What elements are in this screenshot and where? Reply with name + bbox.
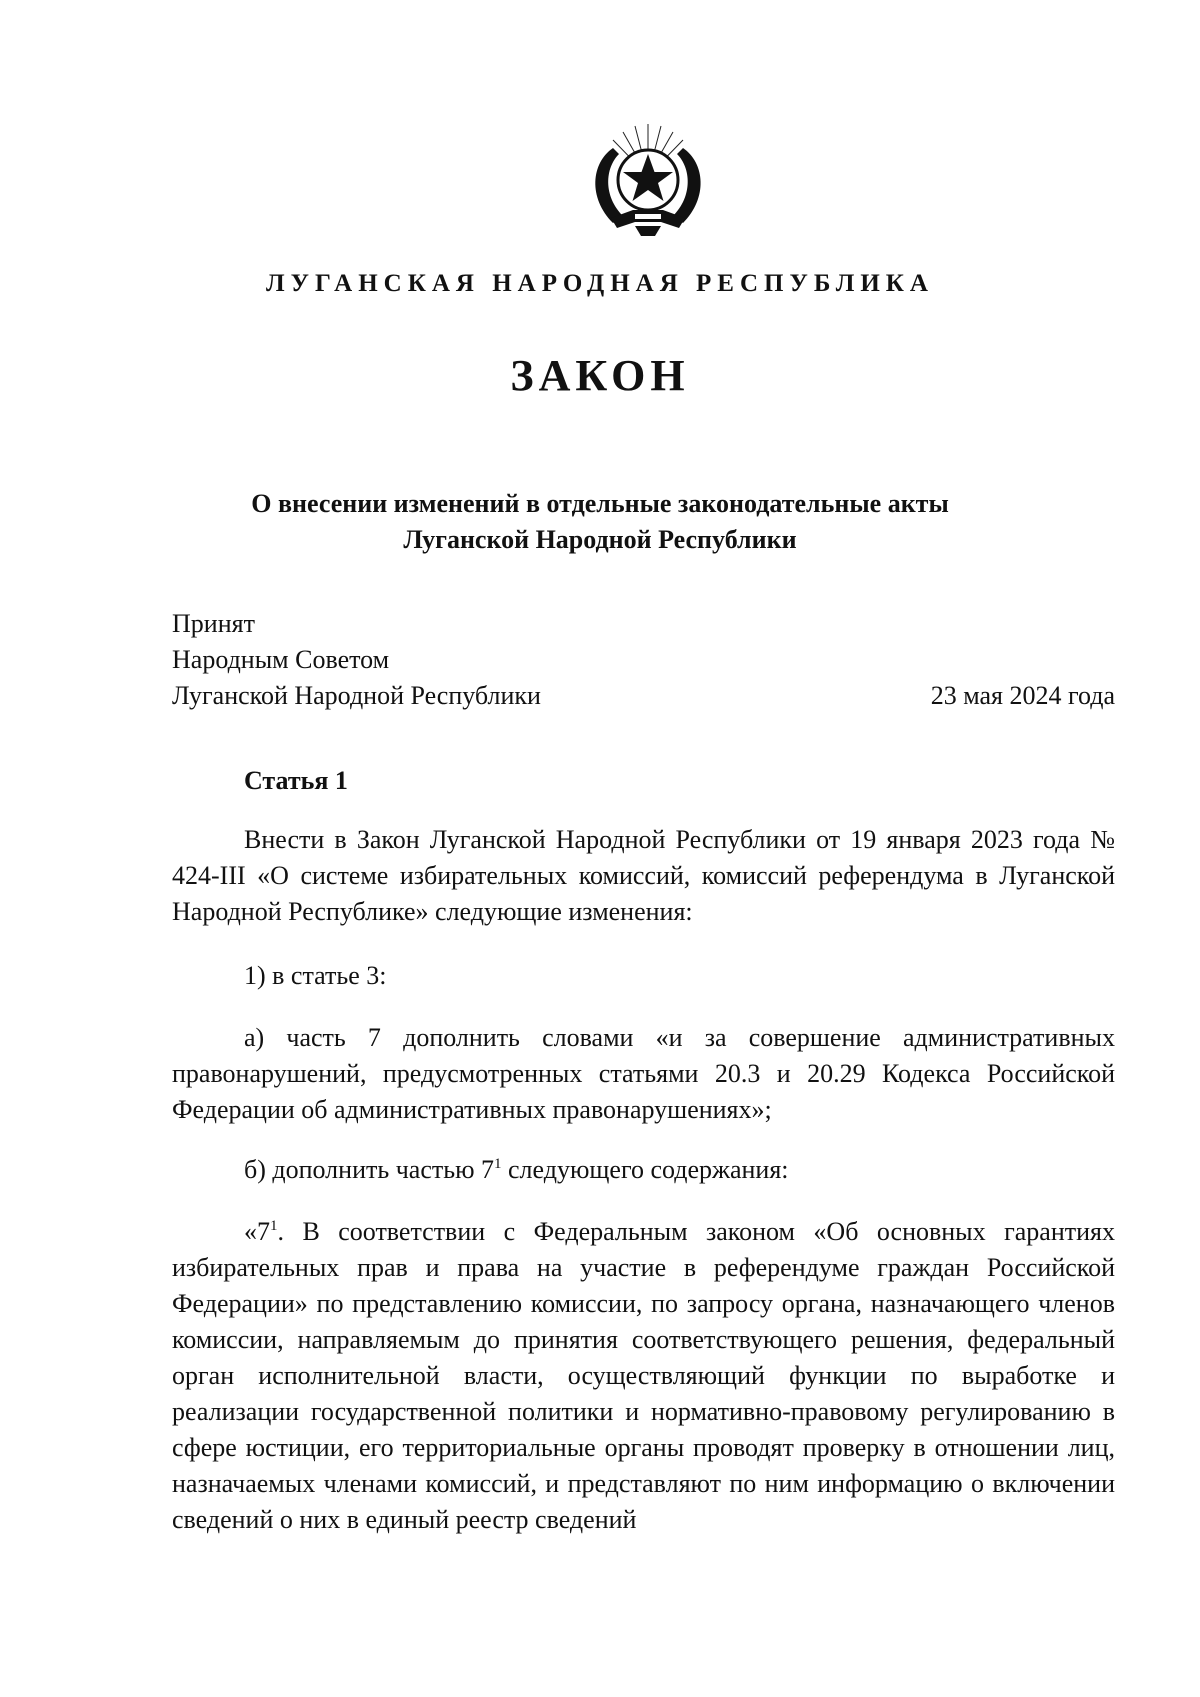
quoted-part-paragraph	[172, 1214, 1115, 1538]
article-item-1: 1) в статье 3:	[244, 961, 387, 990]
article-intro-paragraph: Внести в Закон Луганской Народной Республики от 19 января 2023 года № 424-III «О системе избирательных комиссий, комиссий референдума в Луганской Народной Республике» следующие изменения:	[172, 825, 1115, 926]
adoption-date: 23 мая 2024 года	[930, 681, 1115, 710]
item-b-text-end: следующего содержания:	[501, 1155, 789, 1184]
law-subject-line-2: Луганской Народной Республики	[403, 525, 797, 554]
quote-superscript: 1	[270, 1218, 278, 1234]
republic-name: ЛУГАНСКАЯ НАРОДНАЯ РЕСПУБЛИКА	[266, 270, 934, 297]
adoption-block	[172, 606, 541, 714]
adoption-line-2: Народным Советом	[172, 645, 390, 674]
law-subject-line-1: О внесении изменений в отдельные законодательные акты	[251, 489, 949, 518]
item-b-text: б) дополнить частью 7	[244, 1155, 495, 1184]
article-item-b	[172, 1152, 1115, 1188]
document-type-title: ЗАКОН	[510, 351, 690, 400]
article-heading: Статья 1	[244, 766, 348, 795]
quote-prefix: «7	[244, 1217, 270, 1246]
law-subject	[0, 486, 1200, 558]
adoption-line-1: Принят	[172, 609, 255, 638]
adoption-line-3: Луганской Народной Республики	[172, 681, 541, 710]
lpr-coat-of-arms-icon	[583, 118, 713, 243]
item-b-superscript: 1	[494, 1156, 502, 1172]
quote-body: . В соответствии с Федеральным законом «Об основных гарантиях избирательных прав и права на участие в референдуме граждан Российской Федерации» по представлению комиссии, по запросу органа, назначающего членов комиссии, направляемым до принятия соответствующего решения, федеральный орган исполнительной власти, осуществляющий функции по выработке и реализации государственной политики и нормативно-правовому регулированию в сфере юстиции, его территориальные органы проводят проверку в отношении лиц, назначаемых членами комиссий, и представляют по ним информацию о включении сведений о них в единый реестр сведений	[172, 1217, 1115, 1534]
article-item-a: а) часть 7 дополнить словами «и за совершение административных правонарушений, предусмотренных статьями 20.3 и 20.29 Кодекса Российской Федерации об административных правонарушениях»;	[172, 1023, 1115, 1124]
